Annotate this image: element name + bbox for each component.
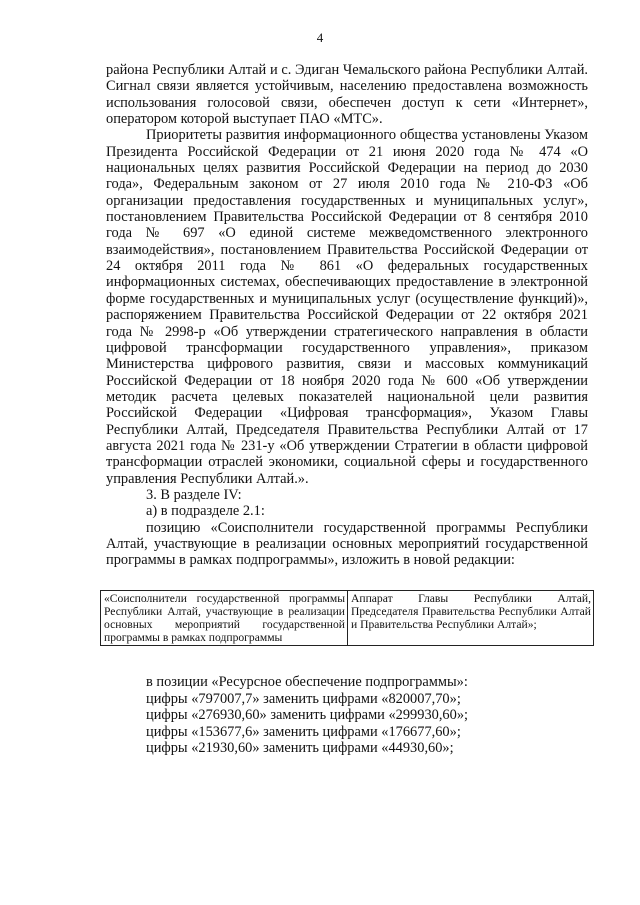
paragraph-position: позицию «Соисполнители государственной программы Республики Алтай, участвующие в реализации основных мероприятий государственной программы в рамках подпрограммы», изложить в новой редакции: xyxy=(106,519,588,569)
list-item: цифры «797007,7» заменить цифрами «820007,70»; xyxy=(146,690,461,707)
page-number: 4 xyxy=(316,30,324,45)
document-body xyxy=(104,62,591,756)
list-item: цифры «21930,60» заменить цифрами «44930,60»; xyxy=(146,739,454,756)
list-item: цифры «276930,60» заменить цифрами «299930,60»; xyxy=(146,707,469,724)
paragraph-intro: района Республики Алтай и с. Эдиган Чемальского района Республики Алтай. Сигнал связи является устойчивым, населению предоставлена возможность использования голосовой связи, обеспечен доступ к сети «Интернет», оператором которой выступает ПАО «МТС». xyxy=(106,62,588,128)
position-table xyxy=(100,590,594,647)
list-item: в позиции «Ресурсное обеспечение подпрограммы»: xyxy=(146,674,468,691)
list-item: цифры «153677,6» заменить цифрами «176677,60»; xyxy=(146,723,461,740)
table-row xyxy=(101,590,594,646)
table-cell-left: «Соисполнители государственной программы Республики Алтай, участвующие в реализации основных мероприятий государственной программы в рамках подпрограммы xyxy=(101,590,348,646)
subsection-heading: а) в подразделе 2.1: xyxy=(146,503,265,520)
table-cell-right: Аппарат Главы Республики Алтай, Председателя Правительства Республики Алтай и Правительства Республики Алтай»; xyxy=(348,590,594,646)
paragraph-priorities: Приоритеты развития информационного общества установлены Указом Президента Российской Федерации от 21 июня 2020 года № 474 «О национальных целях развития Российской Федерации на период до 2030 года», Федеральным законом от 27 июля 2010 года № 210-ФЗ «Об организации предоставления государственных и муниципальных услуг», постановлением Правительства Российской Федерации от 8 сентября 2010 года № 697 «О единой системе межведомственного электронного взаимодействия», постановлением Правительства Российской Федерации от 24 октября 2011 года № 861 «О федеральных государственных информационных системах, обеспечивающих предоставление в электронной форме государственных и муниципальных услуг (осуществление функций)», распоряжением Правительства Российской Федерации от 22 октября 2021 года № 2998-р «Об утверждении стратегического направления в области цифровой трансформации государственного управления», приказом Министерства цифрового развития, связи и массовых коммуникаций Российской Федерации от 18 ноября 2020 года № 600 «Об утверждении методик расчета целевых показателей национальной цели развития Российской Федерации «Цифровая трансформация», Указом Главы Республики Алтай, Председателя Правительства Республики Алтай от 17 августа 2021 года № 231-у «Об утверждении Стратегии в области цифровой трансформации отраслей экономики, социальной сферы и государственного управления Республики Алтай.». xyxy=(106,127,588,487)
section-heading: 3. В разделе IV: xyxy=(146,486,242,503)
replacement-list xyxy=(106,674,588,756)
